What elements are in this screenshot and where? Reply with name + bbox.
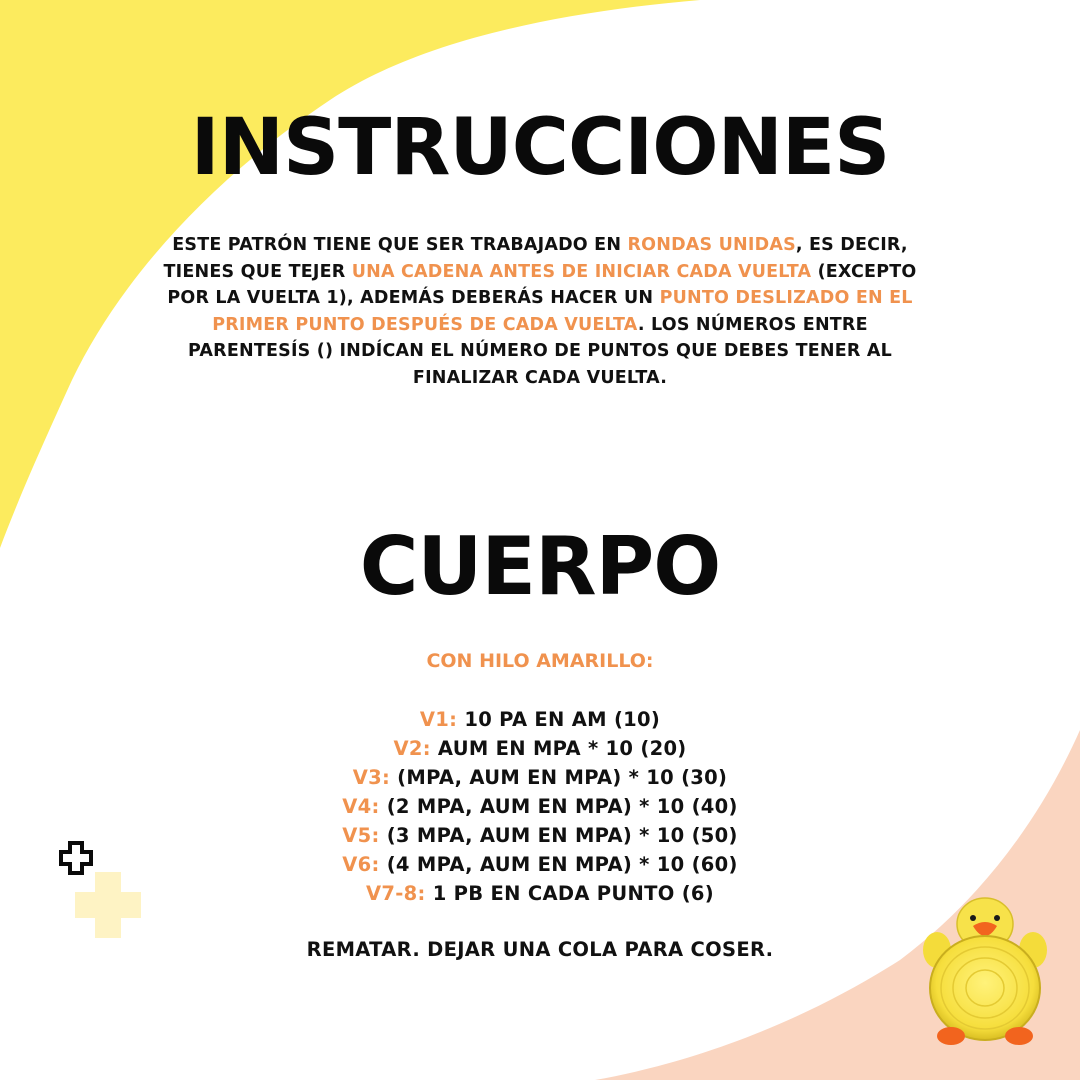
round-item bbox=[0, 734, 1080, 763]
yarn-color-label: CON HILO AMARILLO: bbox=[426, 650, 654, 672]
round-label: V7-8: bbox=[365, 882, 426, 905]
instrucciones-title: INSTRUCCIONES bbox=[190, 103, 890, 193]
round-item bbox=[0, 850, 1080, 879]
instructions-paragraph bbox=[160, 232, 920, 391]
round-text: (MPA, AUM EN MPA) * 10 (30) bbox=[390, 766, 728, 789]
plus-filled-icon bbox=[75, 872, 141, 938]
round-text: 1 PB EN CADA PUNTO (6) bbox=[425, 882, 715, 905]
round-item bbox=[0, 792, 1080, 821]
round-label: V5: bbox=[342, 824, 380, 847]
round-label: V1: bbox=[419, 708, 458, 731]
intro-text-1: ESTE PATRÓN TIENE QUE SER TRABAJADO EN bbox=[172, 235, 628, 255]
cuerpo-title: CUERPO bbox=[359, 520, 721, 613]
intro-text-2: , ES DECIR, TIENES QUE TEJER bbox=[163, 235, 908, 282]
intro-text-4: . LOS NÚMEROS ENTRE PARENTESÍS () INDÍCAN EL NÚMERO DE PUNTOS QUE DEBES TENER AL FINALIZAR CADA VUELTA. bbox=[188, 314, 892, 388]
crochet-duck-image bbox=[915, 888, 1055, 1053]
intro-text-3: (EXCEPTO POR LA VUELTA 1), ADEMÁS DEBERÁS HACER UN bbox=[167, 261, 917, 308]
round-text: (2 MPA, AUM EN MPA) * 10 (40) bbox=[379, 795, 738, 818]
round-label: V6: bbox=[342, 853, 380, 876]
round-text: AUM EN MPA * 10 (20) bbox=[430, 737, 687, 760]
intro-highlight-cadena: UNA CADENA ANTES DE INICIAR CADA VUELTA bbox=[351, 261, 812, 282]
intro-highlight-punto: PUNTO DESLIZADO EN EL PRIMER PUNTO DESPUÉS DE CADA VUELTA bbox=[212, 288, 913, 335]
round-label: V2: bbox=[393, 737, 431, 760]
rounds-list bbox=[0, 705, 1080, 908]
round-item bbox=[0, 763, 1080, 792]
finishing-instruction: REMATAR. DEJAR UNA COLA PARA COSER. bbox=[306, 938, 774, 961]
round-label: V3: bbox=[352, 766, 391, 789]
plus-outline-icon bbox=[58, 840, 94, 876]
intro-highlight-rondas: RONDAS UNIDAS bbox=[627, 235, 796, 255]
round-text: (3 MPA, AUM EN MPA) * 10 (50) bbox=[379, 824, 738, 847]
round-label: V4: bbox=[342, 795, 380, 818]
round-text: (4 MPA, AUM EN MPA) * 10 (60) bbox=[379, 853, 738, 876]
round-text: 10 PA EN AM (10) bbox=[457, 708, 661, 731]
round-item bbox=[0, 705, 1080, 734]
round-item bbox=[0, 821, 1080, 850]
